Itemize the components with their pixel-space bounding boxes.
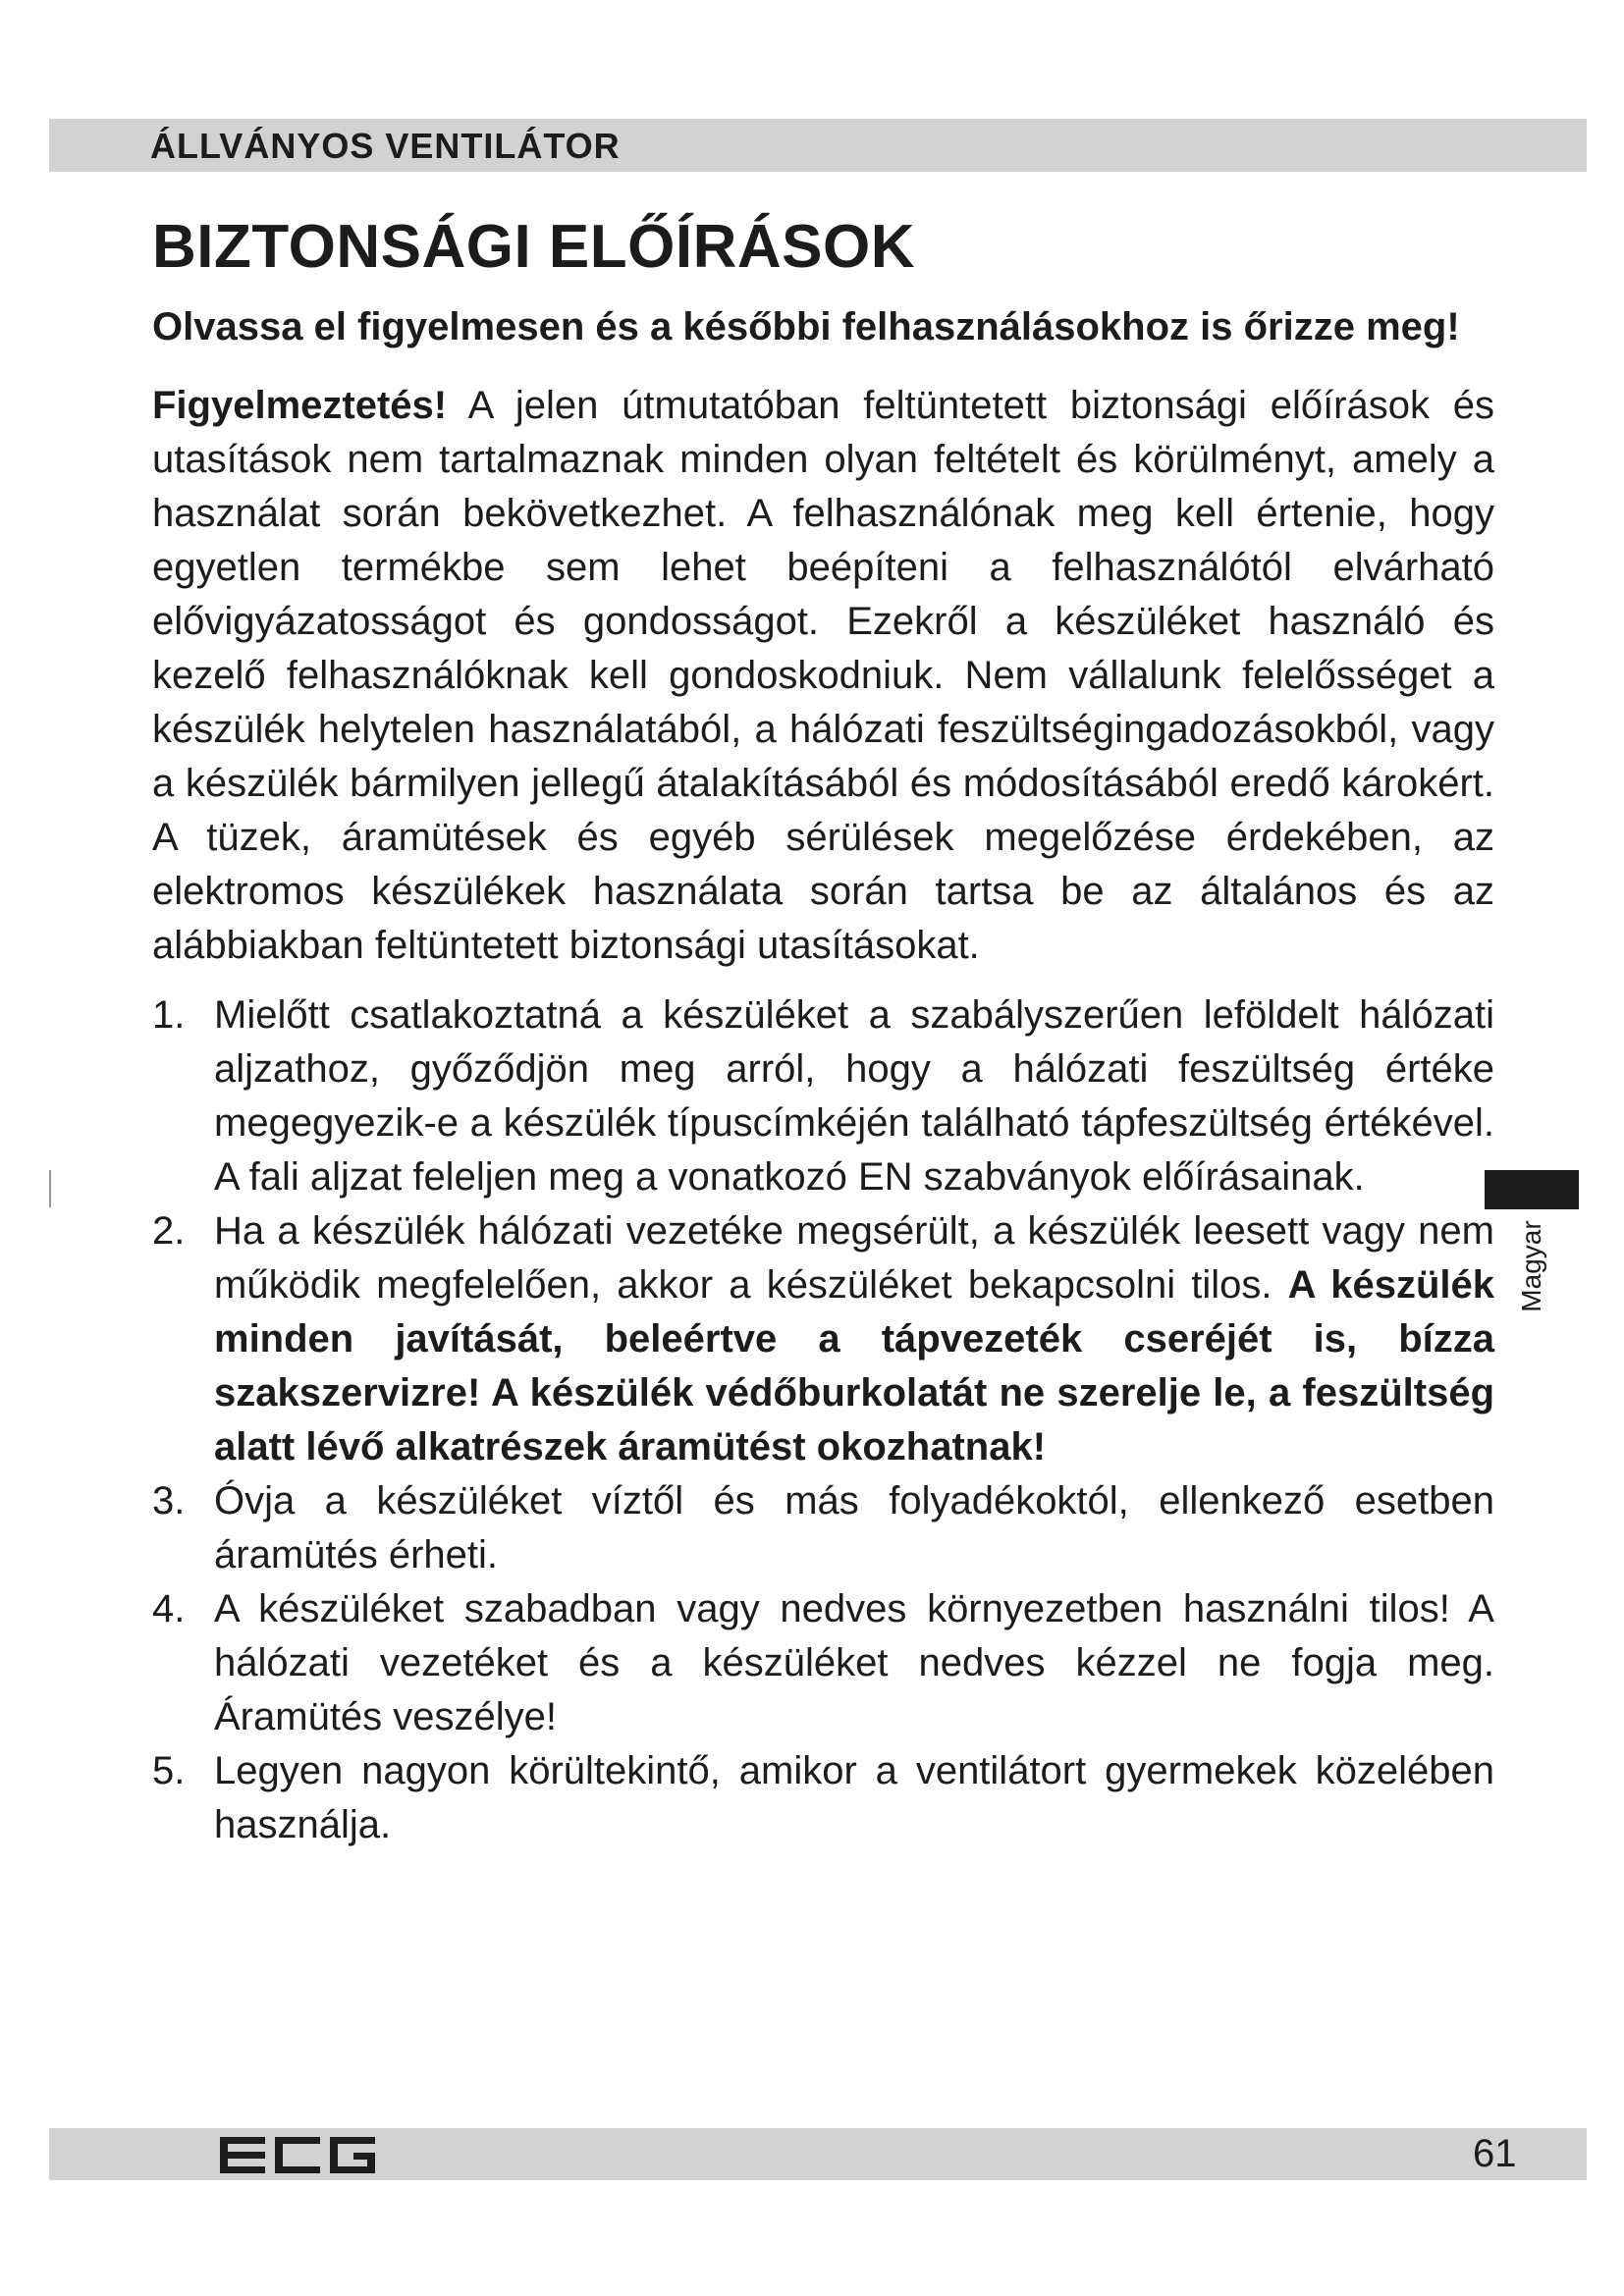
language-tab-marker (1485, 1170, 1579, 1209)
warning-text: A jelen útmutatóban feltüntetett biztonsági előírások és utasítások nem tartalmaznak minden olyan feltételt és körülményt, amely a használat során bekövetkezhet. A felhasználónak meg kell értenie, hogy egyetlen termékbe sem lehet beépíteni a felhasználótól elvárható elővigyázatosságot és gondosságot. Ezekről a készüléket használó és kezelő felhasználóknak kell gondoskodniuk. Nem vállalunk felelősséget a készülék helytelen használatából, a hálózati feszültségingadozásokból, vagy a készülék bármilyen jellegű átalakításából és módosításából eredő károkért. A tüzek, áramütések és egyéb sérülések megelőzése érdekében, az elektromos készülékek használata során tartsa be az általános és az alábbiakban feltüntetett biztonsági utasításokat. (152, 384, 1494, 967)
list-item (152, 1744, 1494, 1852)
ecg-logo (220, 2135, 377, 2176)
list-item (152, 988, 1494, 1204)
subtitle: Olvassa el figyelmesen és a későbbi felhasználásokhoz is őrizze meg! (152, 305, 1460, 348)
header-bar (49, 119, 1587, 172)
list-item-text: Óvja a készüléket víztől és más folyadékoktól, ellenkező esetben áramütés érheti. (214, 1479, 1494, 1576)
list-item (152, 1582, 1494, 1744)
footer-bar (49, 2128, 1587, 2180)
warning-paragraph (152, 379, 1494, 973)
list-item-text: Ha a készülék hálózati vezetéke megsérült, a készülék leesett vagy nem működik megfelelően, akkor a készüléket bekapcsolni tilos. (214, 1209, 1494, 1307)
page-number: 61 (1473, 2132, 1517, 2175)
list-item (152, 1474, 1494, 1582)
page-title: BIZTONSÁGI ELŐÍRÁSOK (152, 213, 916, 281)
list-item-text: A készüléket szabadban vagy nedves környezetben használni tilos! A hálózati vezetéket és a készüléket nedves kézzel ne fogja meg. Áramütés veszélye! (214, 1587, 1494, 1738)
header-title: ÁLLVÁNYOS VENTILÁTOR (150, 126, 621, 166)
safety-list (152, 988, 1494, 1852)
list-item-number: 3. (152, 1479, 186, 1522)
list-item-number: 1. (152, 993, 186, 1037)
list-item-number: 4. (152, 1587, 186, 1630)
language-label: Magyar (1516, 1220, 1546, 1312)
list-item-text: Legyen nagyon körültekintő, amikor a ventilátort gyermekek közelében használja. (214, 1749, 1494, 1846)
list-item-number: 5. (152, 1749, 186, 1792)
list-item (152, 1204, 1494, 1474)
list-item-bold-text: A készülék minden javítását, beleértve a tápvezeték cseréjét is, bízza szakszervizre! A készülék védőburkolatát ne szerelje le, a feszültség alatt lévő alkatrészek áramütést okozhatnak! (214, 1263, 1494, 1468)
list-item-text: Mielőtt csatlakoztatná a készüléket a szabályszerűen leföldelt hálózati aljzathoz, győződjön meg arról, hogy a hálózati feszültség értéke megegyezik-e a készülék típuscímkéjén található tápfeszültség értékével. A fali aljzat feleljen meg a vonatkozó EN szabványok előírásainak. (214, 993, 1494, 1199)
warning-label: Figyelmeztetés! (152, 384, 448, 427)
margin-mark (49, 1170, 51, 1207)
main-content (152, 204, 1494, 1852)
list-item-number: 2. (152, 1209, 186, 1253)
